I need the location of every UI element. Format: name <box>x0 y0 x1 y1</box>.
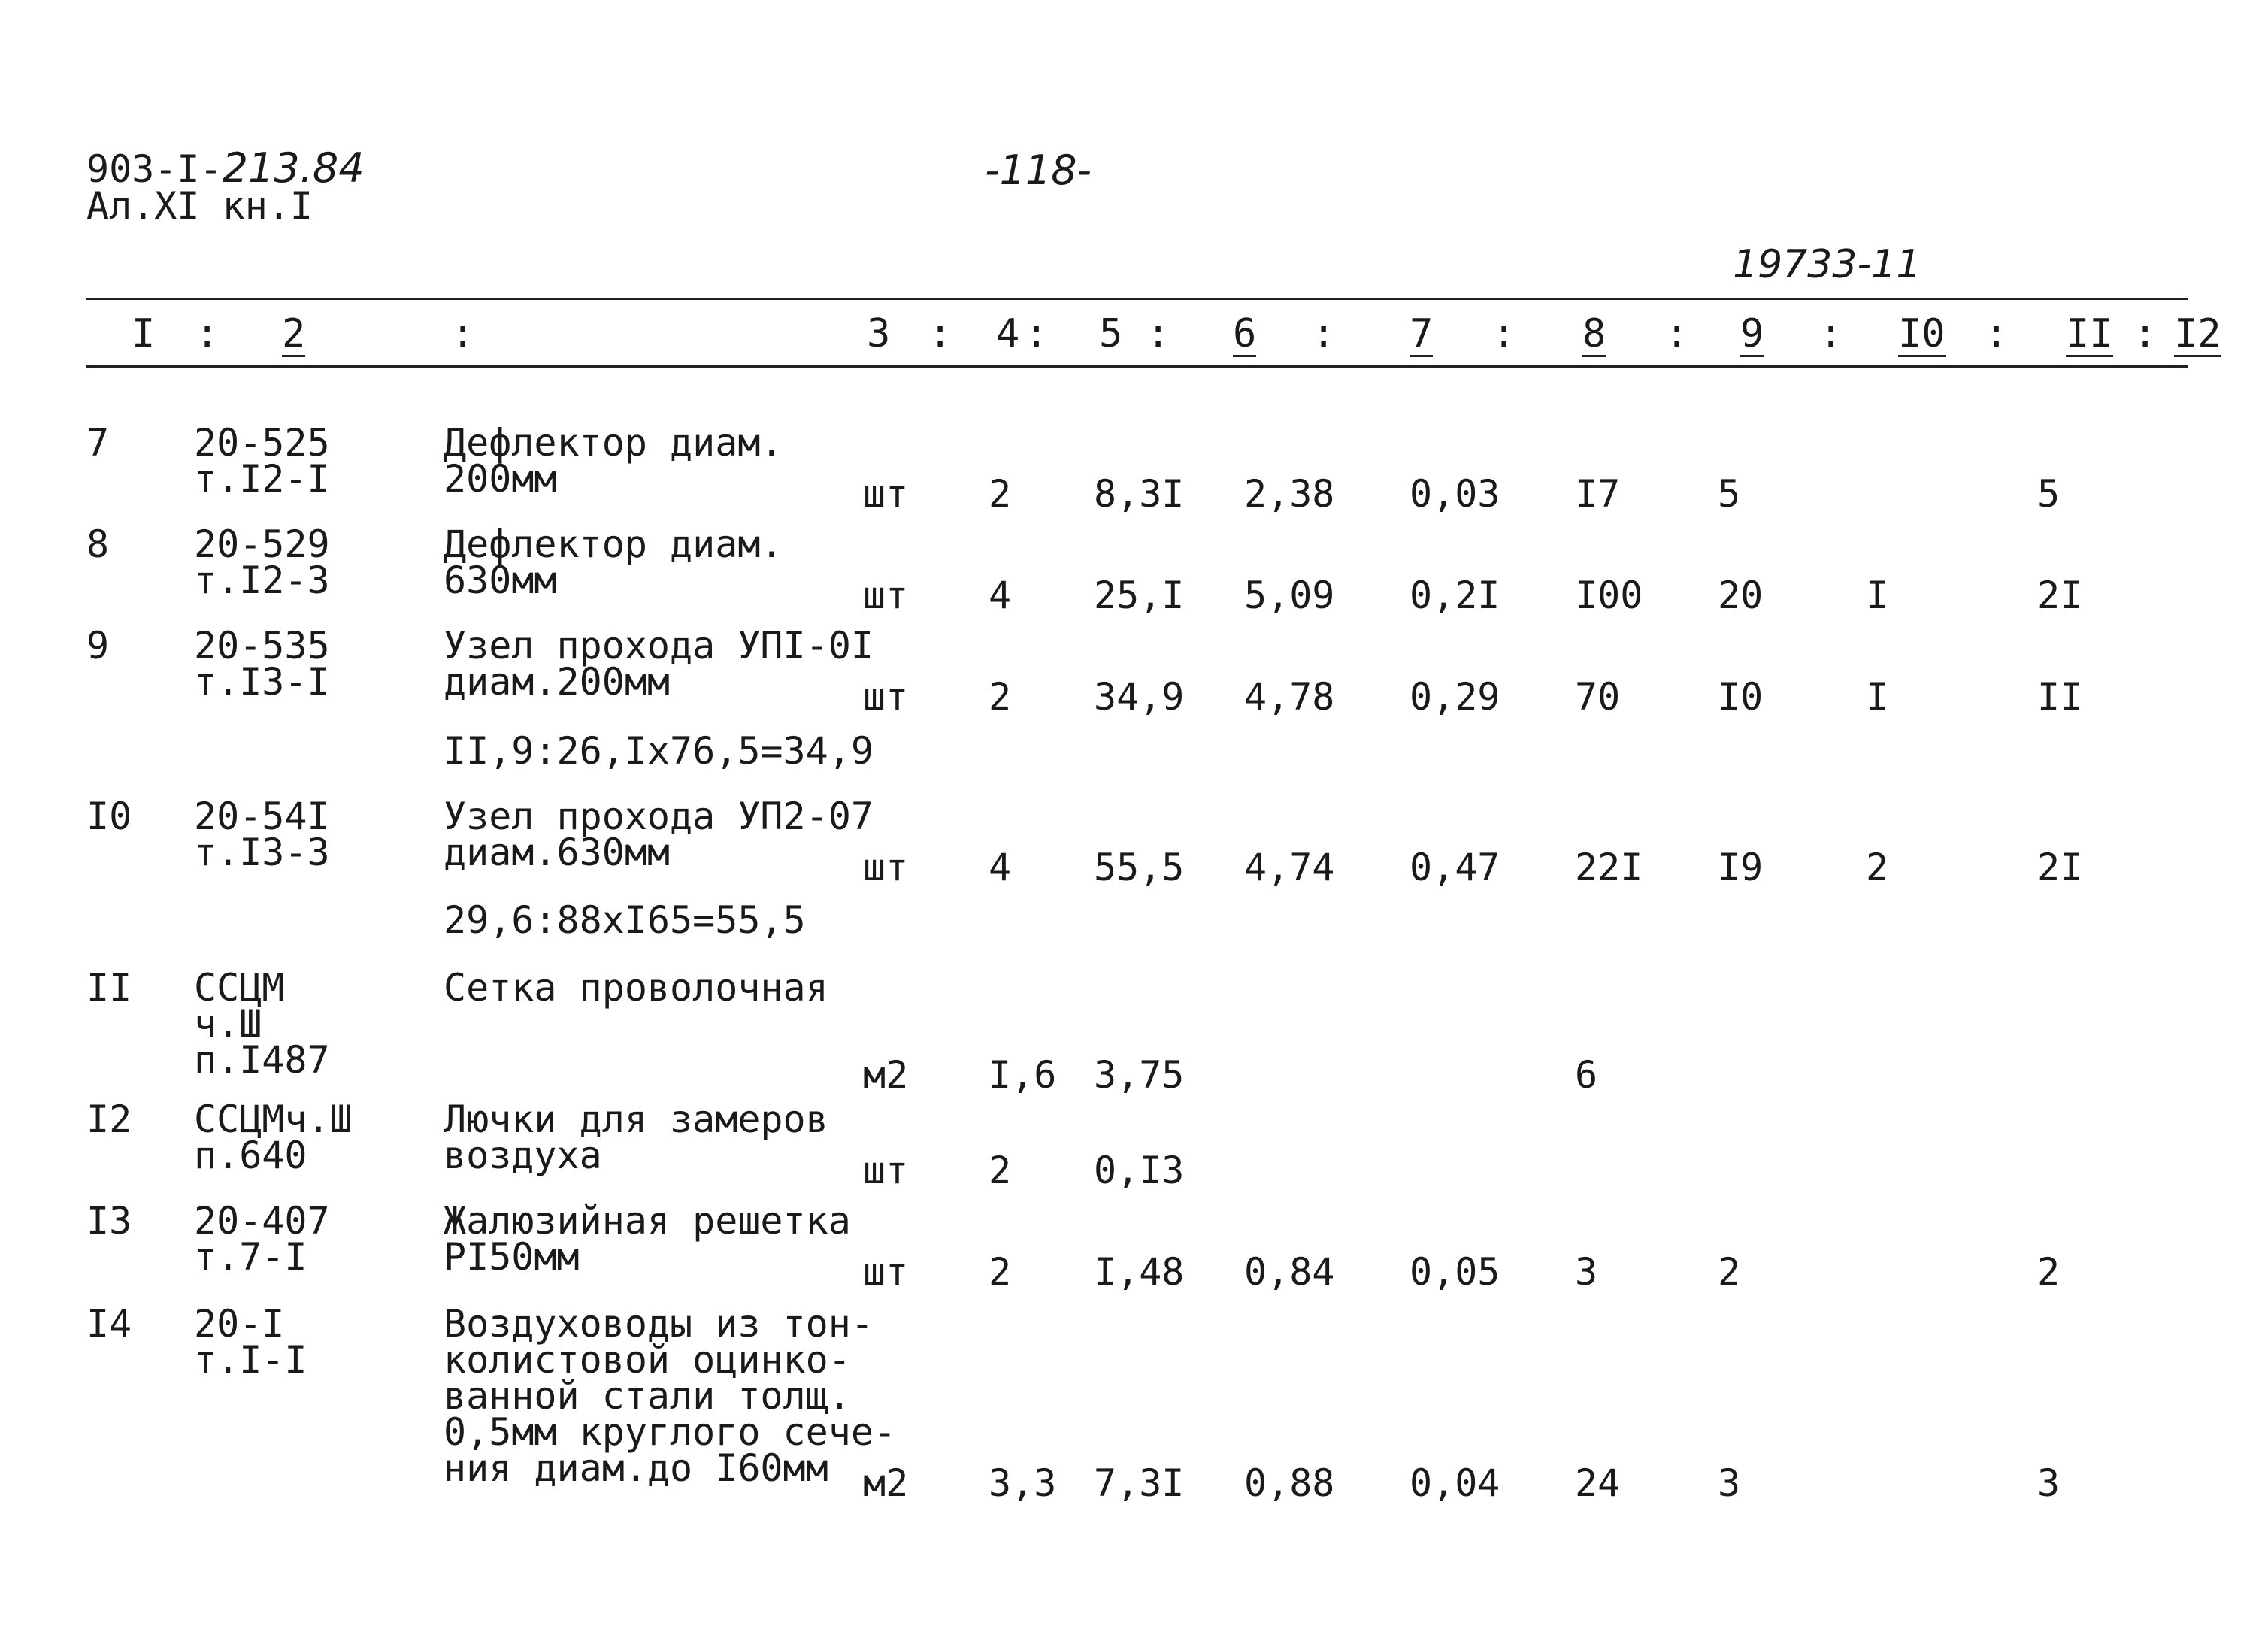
norm-code: т.I2-I <box>194 457 330 501</box>
value-c9: 3 <box>1575 1250 1598 1294</box>
value-c8: 0,04 <box>1410 1461 1500 1505</box>
item-description: Сетка проволочная <box>444 966 828 1010</box>
norm-code: 20-535 <box>194 624 330 668</box>
unit-of-measure: шт <box>863 675 909 719</box>
calculation-note: II,9:26,Iх76,5=34,9 <box>444 729 874 773</box>
value-c12: II <box>2037 675 2083 719</box>
norm-code: ССЦМч.Ш <box>194 1097 353 1141</box>
unit-of-measure: м2 <box>863 1461 909 1505</box>
column-separator: : <box>2133 311 2157 356</box>
header-top-rule <box>86 298 2188 300</box>
item-description: Дефлектор диам. <box>444 522 783 566</box>
column-header: 2 <box>282 311 306 356</box>
column-separator: : <box>928 311 952 356</box>
value-c6: 0,I3 <box>1094 1149 1185 1192</box>
value-c6: 34,9 <box>1094 675 1185 719</box>
norm-code: ССЦМ <box>194 966 285 1010</box>
unit-of-measure: шт <box>863 574 909 617</box>
norm-code: 20-525 <box>194 421 330 465</box>
column-separator: : <box>451 311 475 356</box>
column-header: 6 <box>1233 311 1257 356</box>
unit-of-measure: шт <box>863 472 909 516</box>
value-c6: 25,I <box>1094 574 1185 617</box>
calculation-note: 29,6:88хI65=55,5 <box>444 898 806 942</box>
value-c5: 4 <box>989 574 1012 617</box>
norm-code: 20-407 <box>194 1199 330 1243</box>
value-c12: 2 <box>2037 1250 2061 1294</box>
value-c9: I7 <box>1575 472 1621 516</box>
value-c7: 2,38 <box>1244 472 1335 516</box>
norm-code: п.640 <box>194 1134 307 1177</box>
value-c7: 0,84 <box>1244 1250 1335 1294</box>
column-separator: : <box>1312 311 1336 356</box>
value-c9: 6 <box>1575 1053 1598 1097</box>
row-number: I2 <box>86 1097 132 1141</box>
item-description: диам.200мм <box>444 660 671 704</box>
document-code <box>86 144 365 192</box>
value-c8: 0,29 <box>1410 675 1500 719</box>
column-header: 8 <box>1582 311 1606 356</box>
item-description: Узел прохода УП2-07 <box>444 795 874 838</box>
value-c5: 2 <box>989 675 1012 719</box>
value-c8: 0,05 <box>1410 1250 1500 1294</box>
value-c5: 3,3 <box>989 1461 1057 1505</box>
column-separator: : <box>1819 311 1843 356</box>
value-c8: 0,47 <box>1410 846 1500 889</box>
column-header: 4 <box>996 311 1020 356</box>
column-header: 9 <box>1740 311 1764 356</box>
column-separator: : <box>1985 311 2009 356</box>
item-description: РI50мм <box>444 1235 580 1279</box>
value-c9: 24 <box>1575 1461 1621 1505</box>
row-number: 8 <box>86 522 110 566</box>
value-c6: 8,3I <box>1094 472 1185 516</box>
norm-code: т.I3-I <box>194 660 330 704</box>
value-c5: 4 <box>989 846 1012 889</box>
value-c5: 2 <box>989 1149 1012 1192</box>
value-c8: 0,03 <box>1410 472 1500 516</box>
row-number: II <box>86 966 132 1010</box>
unit-of-measure: шт <box>863 1250 909 1294</box>
value-c9: 22I <box>1575 846 1643 889</box>
order-number: 19733-11 <box>1733 242 1921 287</box>
value-c10: 2 <box>1718 1250 1741 1294</box>
value-c6: I,48 <box>1094 1250 1185 1294</box>
value-c9: 70 <box>1575 675 1621 719</box>
item-description: Дефлектор диам. <box>444 421 783 465</box>
unit-of-measure: шт <box>863 846 909 889</box>
page-number: -118- <box>985 147 1092 194</box>
header-bottom-rule <box>86 365 2188 368</box>
column-header: 3 <box>867 311 891 356</box>
norm-code: ч.Ш <box>194 1002 262 1046</box>
item-description: Воздуховоды из тон- <box>444 1302 874 1346</box>
value-c10: 3 <box>1718 1461 1741 1505</box>
column-header: I <box>132 311 156 356</box>
item-description: воздуха <box>444 1134 602 1177</box>
unit-of-measure: м2 <box>863 1053 909 1097</box>
value-c7: 4,78 <box>1244 675 1335 719</box>
value-c10: I9 <box>1718 846 1764 889</box>
item-description: Узел прохода УПI-0I <box>444 624 874 668</box>
norm-code: т.I3-3 <box>194 831 330 874</box>
value-c6: 7,3I <box>1094 1461 1185 1505</box>
value-c6: 3,75 <box>1094 1053 1185 1097</box>
unit-of-measure: шт <box>863 1149 909 1192</box>
item-description: Лючки для замеров <box>444 1097 828 1141</box>
column-header: I2 <box>2174 311 2221 356</box>
value-c5: 2 <box>989 472 1012 516</box>
value-c12: 2I <box>2037 846 2083 889</box>
value-c11: I <box>1866 574 1889 617</box>
norm-code: 20-I <box>194 1302 285 1346</box>
row-number: I0 <box>86 795 132 838</box>
value-c11: 2 <box>1866 846 1889 889</box>
row-number: I3 <box>86 1199 132 1243</box>
item-description: Жалюзийная решетка <box>444 1199 851 1243</box>
item-description: колистовой оцинко- <box>444 1338 851 1382</box>
norm-code: т.7-I <box>194 1235 307 1279</box>
item-description: ванной стали толщ. <box>444 1374 851 1418</box>
row-number: 7 <box>86 421 110 465</box>
document-code-handwritten: 213.84 <box>222 144 365 192</box>
column-separator: : <box>195 311 220 356</box>
norm-code: т.I2-3 <box>194 559 330 602</box>
value-c9: I00 <box>1575 574 1643 617</box>
norm-code: п.I487 <box>194 1038 330 1082</box>
value-c12: 3 <box>2037 1461 2061 1505</box>
column-header: I0 <box>1898 311 1946 356</box>
value-c10: 5 <box>1718 472 1741 516</box>
norm-code: 20-529 <box>194 522 330 566</box>
column-separator: : <box>1665 311 1689 356</box>
value-c7: 0,88 <box>1244 1461 1335 1505</box>
value-c8: 0,2I <box>1410 574 1500 617</box>
column-header: II <box>2066 311 2113 356</box>
column-header: 5 <box>1099 311 1123 356</box>
norm-code: 20-54I <box>194 795 330 838</box>
value-c11: I <box>1866 675 1889 719</box>
column-separator: : <box>1146 311 1170 356</box>
value-c5: I,6 <box>989 1053 1057 1097</box>
value-c7: 4,74 <box>1244 846 1335 889</box>
row-number: 9 <box>86 624 110 668</box>
value-c12: 2I <box>2037 574 2083 617</box>
value-c7: 5,09 <box>1244 574 1335 617</box>
value-c5: 2 <box>989 1250 1012 1294</box>
value-c12: 5 <box>2037 472 2061 516</box>
item-description: 630мм <box>444 559 557 602</box>
document-code-prefix: 903-I- <box>86 147 223 191</box>
norm-code: т.I-I <box>194 1338 307 1382</box>
item-description: ния диам.до I60мм <box>444 1446 828 1490</box>
item-description: диам.630мм <box>444 831 671 874</box>
column-separator: : <box>1492 311 1516 356</box>
column-header: 7 <box>1410 311 1434 356</box>
value-c6: 55,5 <box>1094 846 1185 889</box>
album-reference: Ал.XI кн.I <box>86 184 313 228</box>
item-description: 0,5мм круглого сече- <box>444 1410 897 1454</box>
item-description: 200мм <box>444 457 557 501</box>
column-separator: : <box>1025 311 1049 356</box>
row-number: I4 <box>86 1302 132 1346</box>
value-c10: 20 <box>1718 574 1764 617</box>
value-c10: I0 <box>1718 675 1764 719</box>
